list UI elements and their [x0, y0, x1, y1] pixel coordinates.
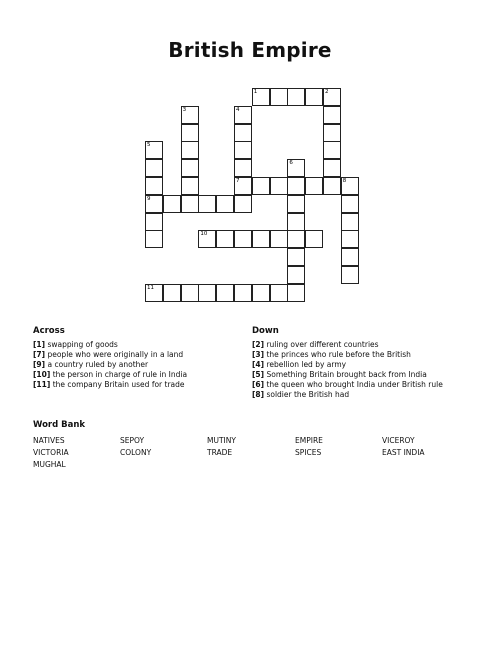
grid-cell[interactable] — [287, 266, 305, 284]
clue-number: [3] — [252, 350, 265, 359]
grid-cell[interactable] — [341, 266, 359, 284]
grid-cell[interactable] — [234, 177, 252, 195]
clue-text: the person in charge of rule in India — [52, 370, 188, 379]
across-heading: Across — [33, 326, 65, 336]
clue-number: [6] — [252, 380, 265, 389]
clue-number-label: 1 — [253, 89, 258, 95]
across-clue — [33, 340, 187, 350]
puzzle-title: British Empire — [168, 38, 332, 62]
word-bank-item: MUGHAL — [33, 460, 66, 469]
grid-cell[interactable] — [287, 284, 305, 302]
grid-cell[interactable] — [234, 195, 252, 213]
clue-number-label: 6 — [289, 160, 293, 167]
grid-cell[interactable] — [305, 177, 323, 195]
grid-cell[interactable] — [145, 177, 163, 195]
clue-text: the queen who brought India under British rule — [266, 380, 443, 389]
grid-cell[interactable] — [323, 106, 341, 124]
grid-cell[interactable] — [305, 230, 323, 248]
word-bank-item: VICEROY — [382, 436, 415, 445]
grid-cell[interactable] — [181, 177, 199, 195]
grid-cell[interactable] — [234, 284, 252, 302]
clue-number: [11] — [33, 380, 51, 389]
clue-number: [9] — [33, 360, 46, 369]
clue-number: [2] — [252, 340, 265, 349]
grid-cell[interactable] — [287, 177, 305, 195]
clue-number-label: 3 — [182, 106, 187, 113]
across-clue — [33, 350, 187, 360]
word-bank-item: COLONY — [120, 448, 152, 457]
grid-cell[interactable] — [341, 195, 359, 213]
clue-number-label: 10 — [200, 231, 208, 238]
down-clue — [252, 340, 443, 350]
grid-cell[interactable] — [145, 195, 163, 213]
grid-cell[interactable] — [198, 230, 216, 248]
clue-number-label: 11 — [147, 284, 154, 291]
word-bank-item: SPICES — [295, 448, 322, 457]
clue-number: [8] — [252, 390, 265, 399]
grid-cell[interactable] — [181, 195, 199, 213]
grid-cell[interactable] — [287, 159, 305, 177]
word-bank-item: SEPOY — [120, 436, 145, 445]
grid-cell[interactable] — [287, 195, 305, 213]
clue-number-label: 8 — [342, 178, 347, 184]
grid-cell[interactable] — [145, 159, 163, 177]
clue-number: [10] — [33, 370, 51, 379]
clue-text: ruling over different countries — [266, 340, 379, 349]
grid-cell[interactable] — [252, 88, 270, 106]
down-heading: Down — [252, 326, 279, 336]
grid-cell[interactable] — [287, 230, 305, 248]
grid-cell[interactable] — [145, 213, 163, 231]
grid-cell[interactable] — [270, 177, 288, 195]
grid-cell[interactable] — [216, 230, 234, 248]
clue-text: the company Britain used for trade — [52, 380, 185, 389]
grid-cell[interactable] — [252, 230, 270, 248]
clue-number-label: 5 — [147, 142, 151, 149]
down-clue — [252, 370, 443, 380]
word-bank-item: NATIVES — [33, 436, 65, 445]
grid-cell[interactable] — [181, 284, 199, 302]
clue-number: [1] — [33, 340, 46, 349]
grid-cell[interactable] — [341, 230, 359, 248]
crossword-grid — [0, 0, 500, 310]
grid-cell[interactable] — [145, 230, 163, 248]
word-bank-item: EMPIRE — [295, 436, 323, 445]
grid-cell[interactable] — [252, 284, 270, 302]
grid-cell[interactable] — [181, 159, 199, 177]
clue-text: rebellion led by army — [266, 360, 347, 369]
clue-text: swapping of goods — [47, 340, 118, 349]
grid-cell[interactable] — [252, 177, 270, 195]
across-clue — [33, 360, 187, 370]
grid-cell[interactable] — [270, 88, 288, 106]
grid-cell[interactable] — [234, 106, 252, 124]
clue-number-label: 7 — [236, 178, 240, 184]
across-clue — [33, 380, 187, 390]
grid-cell[interactable] — [216, 284, 234, 302]
grid-cell[interactable] — [145, 284, 163, 302]
grid-cell[interactable] — [287, 88, 305, 106]
down-clue — [252, 390, 443, 400]
grid-cell[interactable] — [323, 141, 341, 159]
word-bank-heading: Word Bank — [33, 420, 86, 430]
grid-cell[interactable] — [181, 106, 199, 124]
clue-text: Something Britain brought back from India — [266, 370, 427, 379]
across-clue — [33, 370, 187, 380]
grid-cell[interactable] — [163, 195, 181, 213]
grid-cell[interactable] — [287, 248, 305, 266]
grid-cell[interactable] — [270, 284, 288, 302]
down-clue — [252, 350, 443, 360]
grid-cell[interactable] — [323, 177, 341, 195]
grid-cell[interactable] — [305, 88, 323, 106]
grid-cell[interactable] — [323, 88, 341, 106]
word-bank-item: TRADE — [207, 448, 233, 457]
grid-cell[interactable] — [145, 141, 163, 159]
grid-cell[interactable] — [234, 124, 252, 142]
down-clue — [252, 380, 443, 390]
across-clues — [33, 326, 187, 390]
down-clues — [252, 326, 443, 400]
grid-cell[interactable] — [216, 195, 234, 213]
grid-cell[interactable] — [234, 230, 252, 248]
clue-text: people who were originally in a land — [47, 350, 184, 359]
grid-cell[interactable] — [341, 177, 359, 195]
clue-text: the princes who rule before the British — [266, 350, 411, 359]
word-bank-item: VICTORIA — [33, 448, 69, 457]
grid-cell[interactable] — [270, 230, 288, 248]
grid-cell[interactable] — [287, 213, 305, 231]
grid-cell[interactable] — [341, 248, 359, 266]
grid-cell[interactable] — [234, 159, 252, 177]
clue-number: [4] — [252, 360, 265, 369]
grid-cell[interactable] — [323, 159, 341, 177]
grid-cell[interactable] — [234, 141, 252, 159]
clue-text: soldier the British had — [266, 390, 350, 399]
clue-number: [7] — [33, 350, 46, 359]
word-bank-item: MUTINY — [207, 436, 236, 445]
clue-number-label: 9 — [147, 195, 151, 202]
grid-cell[interactable] — [181, 124, 199, 142]
grid-cell[interactable] — [198, 284, 216, 302]
clue-number: [5] — [252, 370, 265, 379]
grid-cell[interactable] — [198, 195, 216, 213]
grid-cell[interactable] — [163, 284, 181, 302]
down-clue — [252, 360, 443, 370]
grid-cell[interactable] — [323, 124, 341, 142]
clue-text: a country ruled by another — [47, 360, 149, 369]
grid-cell[interactable] — [181, 141, 199, 159]
word-bank-item: EAST INDIA — [382, 448, 425, 457]
clue-number-label: 4 — [236, 106, 240, 113]
grid-cell[interactable] — [341, 213, 359, 231]
clue-number-label: 2 — [325, 89, 329, 95]
